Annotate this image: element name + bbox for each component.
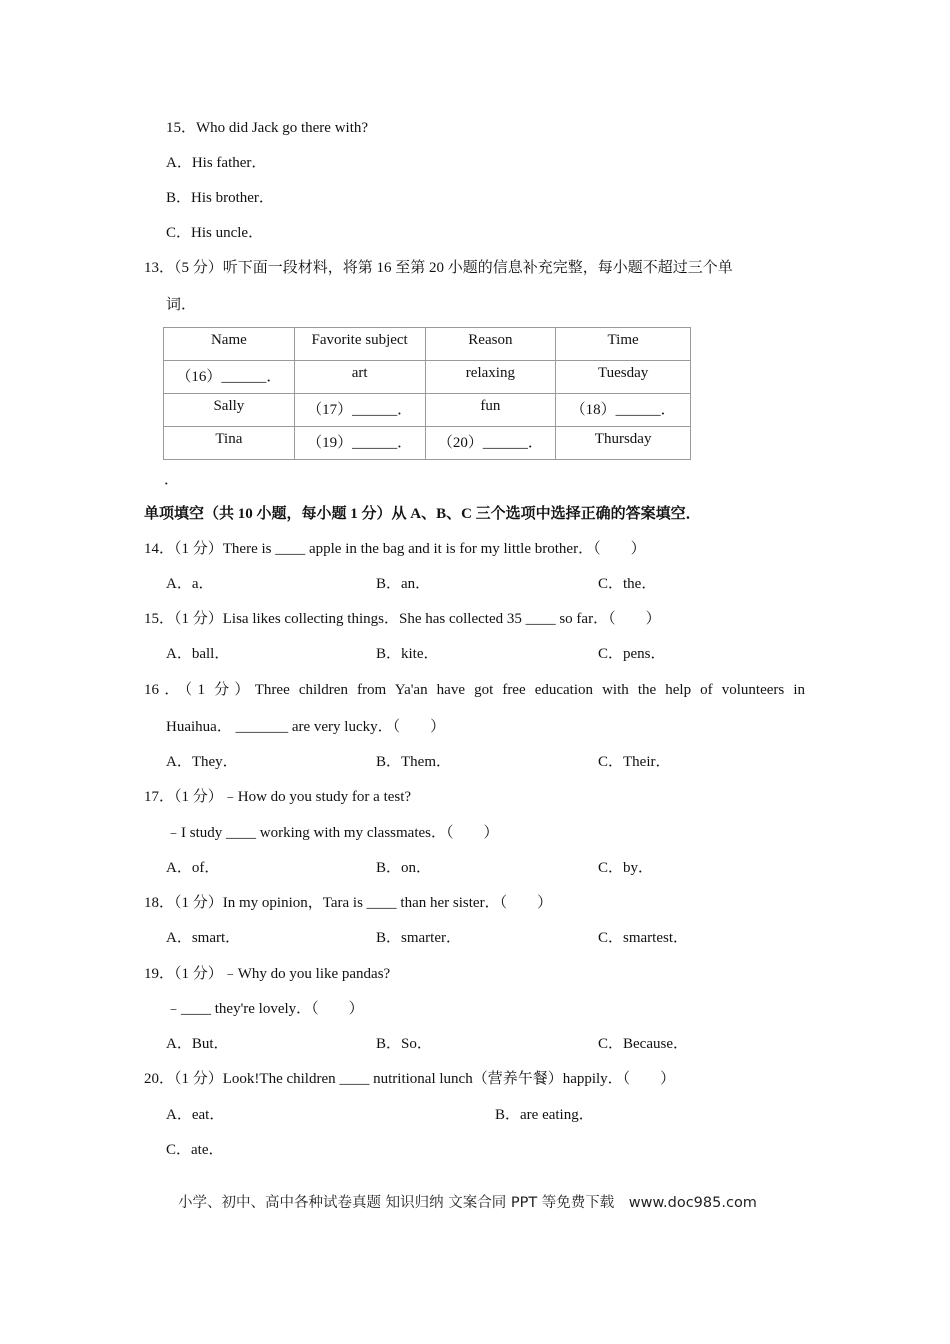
question-14: 14．（1 分）There is ____ apple in the bag and it is for my little brother．（ ） xyxy=(144,541,646,557)
question-17-line2: ﹣I study ____ working with my classmates．（ ） xyxy=(166,825,499,841)
question-18: 18．（1 分）In my opinion，Tara is ____ than her sister．（ ） xyxy=(144,895,553,911)
question-16-line1: 16．（1 分）Three children from Ya'an have got free education with the help of volunteers in xyxy=(144,682,805,698)
question-20: 20．（1 分）Look!The children ____ nutritional lunch（营养午餐）happily．（ ） xyxy=(144,1071,676,1087)
table-cell: Sally xyxy=(164,394,295,427)
table-header-cell: Reason xyxy=(425,328,556,361)
table-row xyxy=(164,427,691,460)
question-17-line1: 17．（1 分）﹣How do you study for a test? xyxy=(144,789,412,805)
table-cell: Tuesday xyxy=(556,361,691,394)
table-header-cell: Time xyxy=(556,328,691,361)
table-row xyxy=(164,361,691,394)
q15-option-a: A．ball． xyxy=(166,646,230,662)
page-footer: 小学、初中、高中各种试卷真题 知识归纳 文案合同 PPT 等免费下载 www.doc985.com xyxy=(178,1195,757,1211)
section-title: 单项填空（共 10 小题，每小题 1 分）从 A、B、C 三个选项中选择正确的答案填空． xyxy=(144,506,701,522)
question-15: 15．（1 分）Lisa likes collecting things．She has collected 35 ____ so far．（ ） xyxy=(144,611,661,627)
table-cell: Thursday xyxy=(556,427,691,460)
q17-option-b: B．on． xyxy=(376,860,432,876)
q19-option-c: C．Because． xyxy=(598,1036,688,1052)
q14-option-a: A．a． xyxy=(166,576,214,592)
question-19-line1: 19．（1 分）﹣Why do you like pandas? xyxy=(144,966,391,982)
table-header-row xyxy=(164,328,691,361)
table-header-cell: Name xyxy=(164,328,295,361)
table-row xyxy=(164,394,691,427)
table-cell: art xyxy=(294,361,425,394)
table-cell: （16）______． xyxy=(164,361,295,394)
q16-option-c: C．Their． xyxy=(598,754,671,770)
table-cell: relaxing xyxy=(425,361,556,394)
q14-option-c: C．the． xyxy=(598,576,657,592)
table-cell: Tina xyxy=(164,427,295,460)
q20-option-a: A．eat． xyxy=(166,1107,225,1123)
q15-option-c: C．pens． xyxy=(598,646,666,662)
q16-option-a: A．They． xyxy=(166,754,238,770)
q15-option-b: B．kite． xyxy=(376,646,439,662)
listening-q15-option-c: C．His uncle． xyxy=(166,225,264,241)
table-cell: （19）______． xyxy=(294,427,425,460)
table-header-cell: Favorite subject xyxy=(294,328,425,361)
listening-question-15: 15．Who did Jack go there with? xyxy=(166,120,369,136)
q19-option-b: B．So． xyxy=(376,1036,432,1052)
q17-option-c: C．by． xyxy=(598,860,654,876)
q18-option-a: A．smart． xyxy=(166,930,241,946)
question-16-line2: Huaihua． _______ are very lucky．（ ） xyxy=(166,719,446,735)
q18-option-b: B．smarter． xyxy=(376,930,461,946)
question-13-line2: 词． xyxy=(166,297,197,313)
table-cell: （18）______． xyxy=(556,394,691,427)
listening-q15-option-a: A．His father． xyxy=(166,155,267,171)
question-19-line2: ﹣____ they're lovely．（ ） xyxy=(166,1001,364,1017)
table-after-mark: ． xyxy=(164,472,180,488)
table-cell: （17）______． xyxy=(294,394,425,427)
table-cell: （20）______． xyxy=(425,427,556,460)
table-cell: fun xyxy=(425,394,556,427)
q17-option-a: A．of． xyxy=(166,860,220,876)
q19-option-a: A．But． xyxy=(166,1036,229,1052)
q16-option-b: B．Them． xyxy=(376,754,451,770)
question-13-line1: 13．（5 分）听下面一段材料，将第 16 至第 20 小题的信息补充完整，每小题不超过三个单 xyxy=(144,260,733,276)
listening-q15-option-b: B．His brother． xyxy=(166,190,274,206)
q14-option-b: B．an． xyxy=(376,576,431,592)
info-table xyxy=(163,327,691,460)
q20-option-c: C．ate． xyxy=(166,1142,224,1158)
q20-option-b: B．are eating． xyxy=(495,1107,594,1123)
q18-option-c: C．smartest． xyxy=(598,930,688,946)
